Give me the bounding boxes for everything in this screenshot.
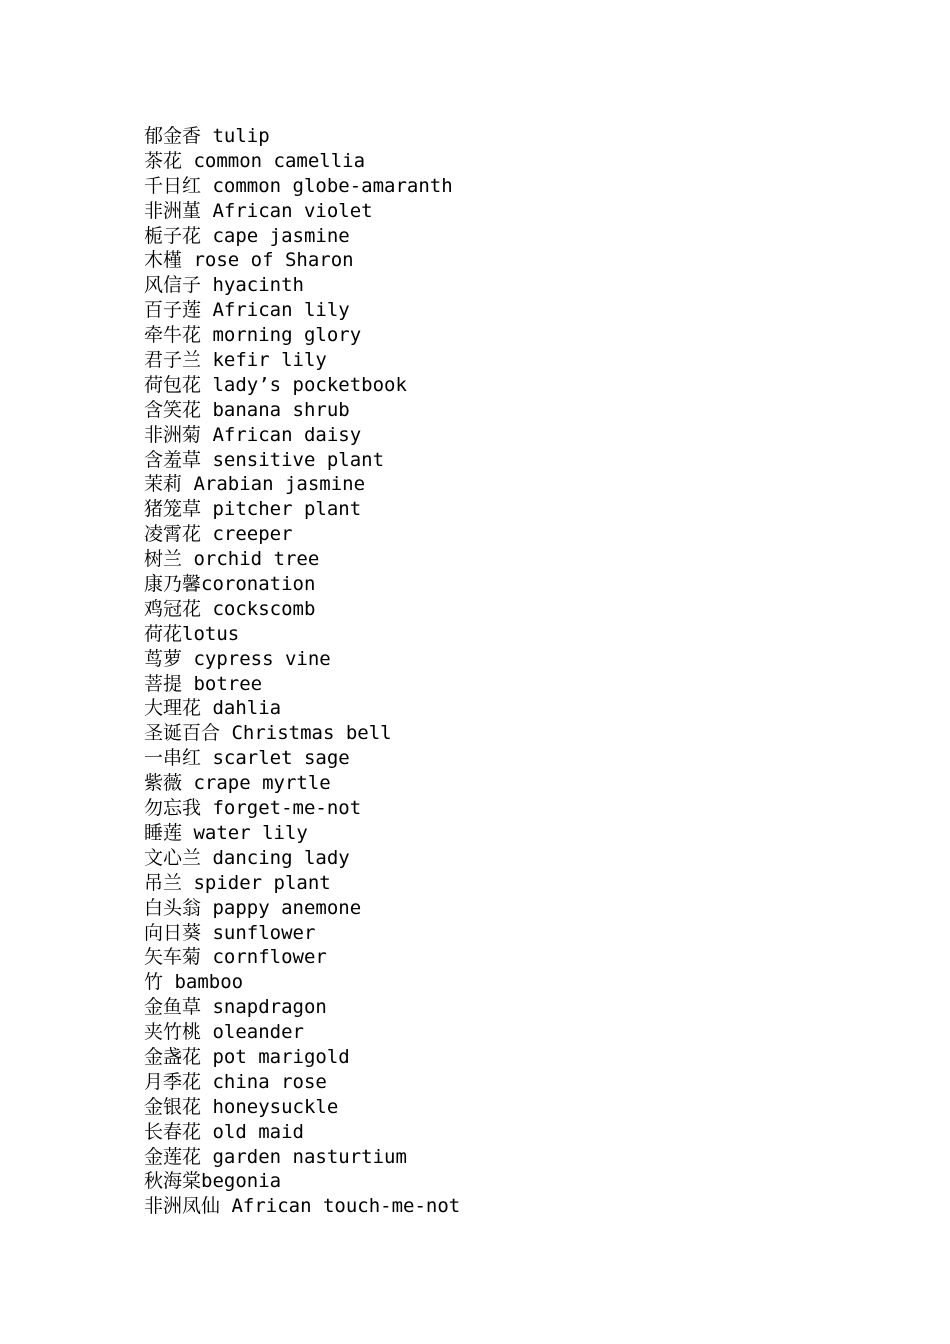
list-item: 凌霄花 creeper xyxy=(144,523,293,546)
list-item: 一串红 scarlet sage xyxy=(144,747,350,770)
list-item: 荷花lotus xyxy=(144,622,240,645)
list-item: 猪笼草 pitcher plant xyxy=(144,498,362,521)
list-item: 向日葵 sunflower xyxy=(144,921,316,944)
list-item: 木槿 rose of Sharon xyxy=(144,249,354,272)
list-item: 金鱼草 snapdragon xyxy=(144,996,327,1019)
list-item: 郁金香 tulip xyxy=(144,125,270,147)
list-item: 大理花 dahlia xyxy=(144,697,282,720)
list-item: 百子莲 African lily xyxy=(144,299,350,322)
list-item: 金银花 honeysuckle xyxy=(144,1095,339,1118)
list-item: 鸡冠花 cockscomb xyxy=(144,597,316,620)
list-item: 圣诞百合 Christmas bell xyxy=(144,722,392,745)
list-item: 康乃馨coronation xyxy=(144,573,316,596)
list-item: 夹竹桃 oleander xyxy=(144,1021,304,1044)
flower-glossary-list xyxy=(144,124,460,1219)
list-item: 文心兰 dancing lady xyxy=(144,846,350,869)
list-item: 白头翁 pappy anemone xyxy=(144,896,362,919)
list-item: 秋海棠begonia xyxy=(144,1170,282,1193)
list-item: 勿忘我 forget-me-not xyxy=(144,797,362,820)
list-item: 茑萝 cypress vine xyxy=(144,647,331,670)
list-item: 紫薇 crape myrtle xyxy=(144,772,331,795)
list-item: 月季花 china rose xyxy=(144,1070,327,1093)
list-item: 非洲凤仙 African touch-me-not xyxy=(144,1195,461,1218)
list-item: 金盏花 pot marigold xyxy=(144,1045,350,1068)
list-item: 金莲花 garden nasturtium xyxy=(144,1145,407,1168)
list-item: 菩提 botree xyxy=(144,672,263,695)
list-item: 荷包花 lady’s pocketbook xyxy=(144,373,407,396)
list-item: 栀子花 cape jasmine xyxy=(144,224,350,247)
list-item: 非洲堇 African violet xyxy=(144,199,373,222)
list-item: 长春花 old maid xyxy=(144,1120,304,1143)
list-item: 竹 bamboo xyxy=(144,971,244,994)
list-item: 含羞草 sensitive plant xyxy=(144,448,385,471)
list-item: 吊兰 spider plant xyxy=(144,871,331,894)
list-item: 茉莉 Arabian jasmine xyxy=(144,473,366,496)
list-item: 睡莲 water lily xyxy=(144,821,308,844)
list-item: 茶花 common camellia xyxy=(144,149,366,172)
list-item: 含笑花 banana shrub xyxy=(144,398,350,421)
list-item: 矢车菊 cornflower xyxy=(144,946,327,969)
list-item: 千日红 common globe-amaranth xyxy=(144,174,453,197)
list-item: 风信子 hyacinth xyxy=(144,274,304,297)
list-item: 非洲菊 African daisy xyxy=(144,423,362,446)
list-item: 牵牛花 morning glory xyxy=(144,324,362,347)
list-item: 君子兰 kefir lily xyxy=(144,349,327,372)
list-item: 树兰 orchid tree xyxy=(144,548,320,571)
